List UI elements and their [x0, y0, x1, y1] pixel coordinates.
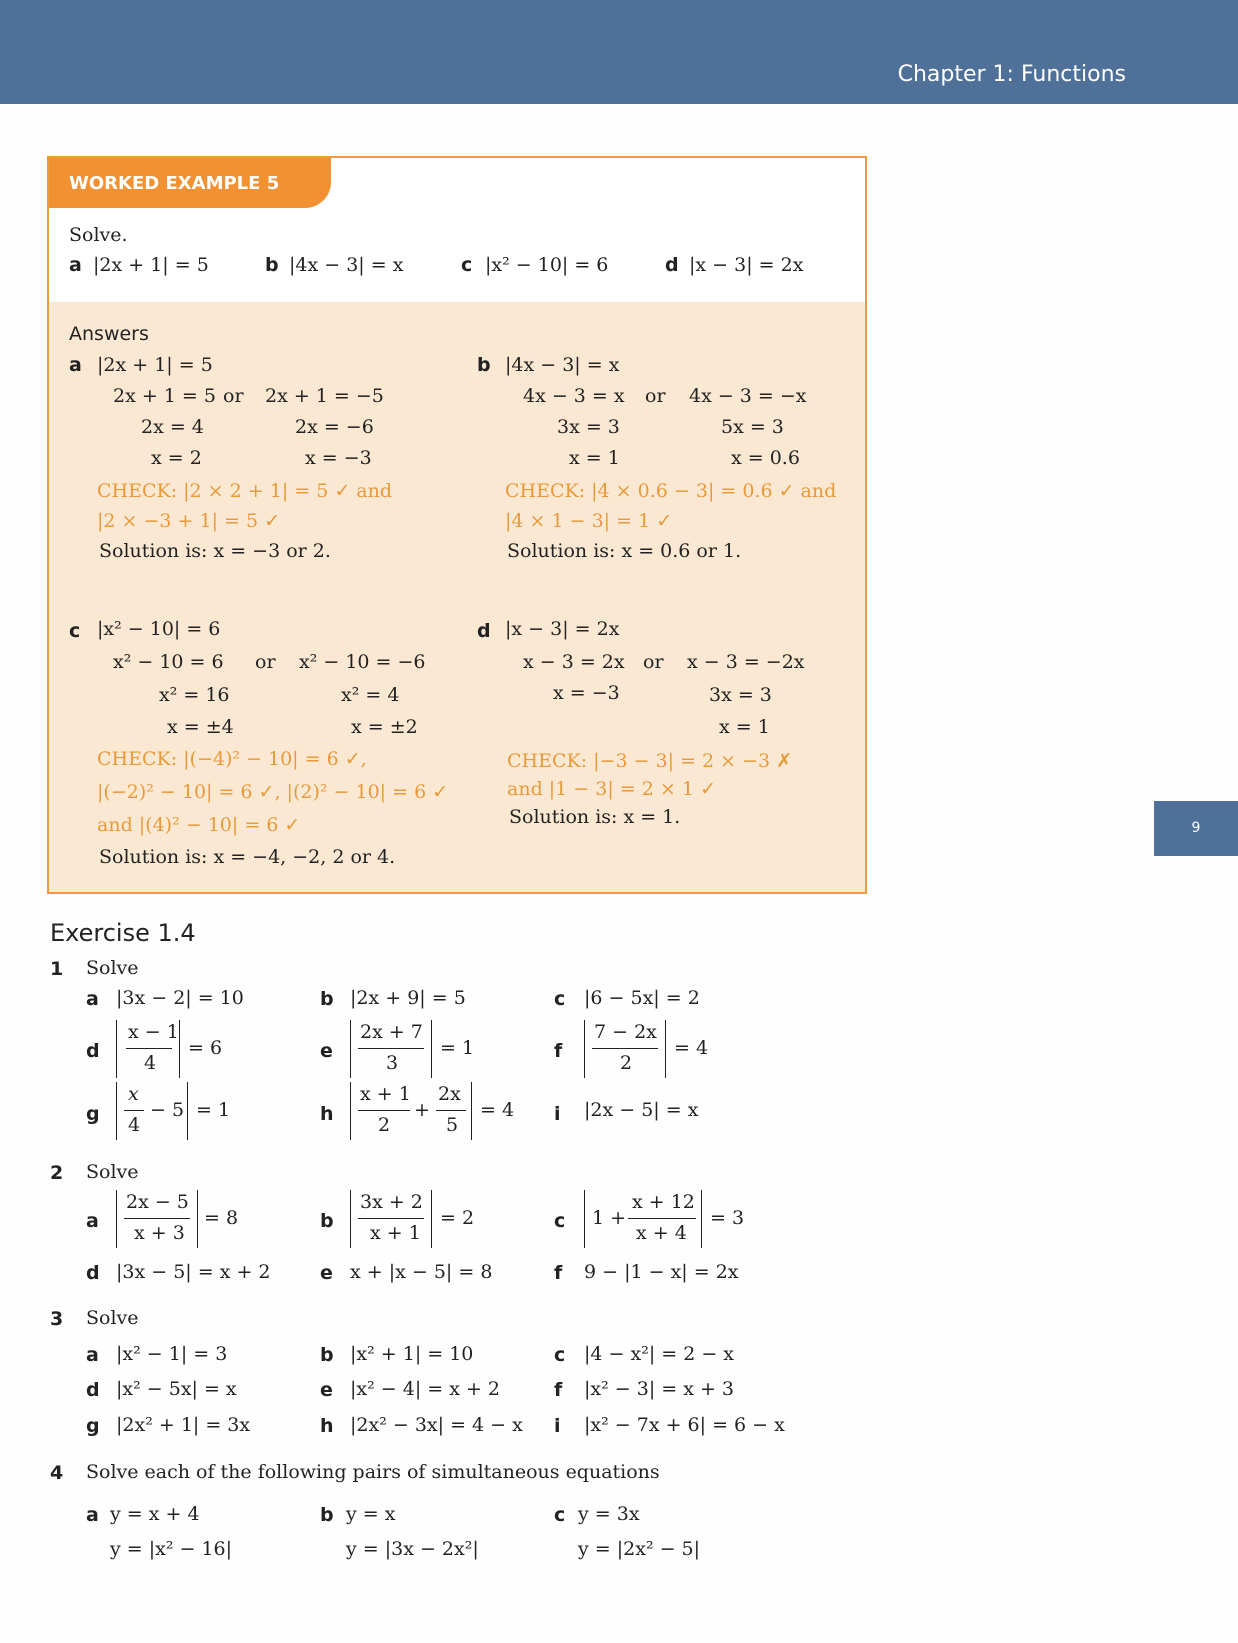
answer-b-left-1: 4x − 3 = x — [523, 385, 625, 407]
part-letter: c — [69, 620, 81, 642]
answer-c-left-3: x = ±4 — [167, 716, 234, 738]
answer-c-head: |x² − 10| = 6 — [97, 618, 221, 640]
question-prompt: Solve — [86, 957, 139, 979]
q2-b-rhs: = 2 — [440, 1207, 475, 1229]
part-letter: b — [320, 1210, 334, 1232]
q2-c-denominator: x + 4 — [636, 1222, 687, 1244]
q1-g-numerator: x — [128, 1083, 139, 1105]
answer-c-check-1: CHECK: |(−4)² − 10| = 6 ✓, — [97, 748, 367, 770]
part-letter: b — [477, 354, 491, 376]
q2-a-numerator: 2x − 5 — [126, 1191, 189, 1213]
answer-a-left-1: 2x + 1 = 5 — [113, 385, 216, 407]
q1-h-plus: + — [414, 1099, 430, 1121]
answer-d-left-1: x − 3 = 2x — [523, 651, 625, 673]
answer-c-solution: Solution is: x = −4, −2, 2 or 4. — [99, 846, 396, 868]
answer-a-check-2: |2 × −3 + 1| = 5 ✓ — [97, 510, 281, 532]
part-letter: a — [86, 1344, 99, 1366]
part-letter: g — [86, 1103, 100, 1125]
part-letter: i — [554, 1103, 561, 1125]
fraction-bar — [358, 1110, 410, 1111]
q1-i: |2x − 5| = x — [584, 1099, 699, 1121]
part-letter: i — [554, 1415, 561, 1437]
q1-h-numerator-2: 2x — [438, 1083, 461, 1105]
q1-h-rhs: = 4 — [480, 1099, 515, 1121]
chapter-title: Chapter 1: Functions — [897, 62, 1126, 87]
q2-c-numerator: x + 12 — [632, 1191, 695, 1213]
answer-c-right-2: x² = 4 — [341, 684, 400, 706]
q3-g: |2x² + 1| = 3x — [116, 1414, 251, 1436]
part-letter: b — [320, 1504, 334, 1526]
q2-c-pre: 1 + — [592, 1207, 627, 1229]
part-letter: f — [554, 1379, 563, 1401]
answer-b-right-2: 5x = 3 — [721, 416, 784, 438]
part-letter: a — [86, 988, 99, 1010]
answer-b-head: |4x − 3| = x — [505, 354, 620, 376]
q1-e-numerator: 2x + 7 — [360, 1021, 423, 1043]
q2-e: x + |x − 5| = 8 — [350, 1261, 493, 1283]
q1-f-denominator: 2 — [620, 1052, 633, 1074]
part-letter: h — [320, 1415, 334, 1437]
q3-i: |x² − 7x + 6| = 6 − x — [584, 1414, 785, 1436]
part-letter: e — [320, 1040, 333, 1062]
question-number: 2 — [50, 1162, 64, 1184]
question-text: |2x + 1| = 5 — [93, 254, 209, 276]
q1-d-numerator: x − 1 — [128, 1021, 179, 1043]
question-letter: c — [461, 254, 473, 276]
q1-d-rhs: = 6 — [188, 1037, 223, 1059]
answer-a-right-2: 2x = −6 — [295, 416, 374, 438]
answer-d-solution: Solution is: x = 1. — [509, 806, 681, 828]
part-letter: d — [86, 1262, 100, 1284]
question-letter: b — [265, 254, 279, 276]
q3-e: |x² − 4| = x + 2 — [350, 1378, 501, 1400]
q1-f-numerator: 7 − 2x — [594, 1021, 657, 1043]
or-text: or — [645, 385, 666, 407]
q4-a-line-2: y = |x² − 16| — [110, 1538, 233, 1560]
part-letter: f — [554, 1040, 563, 1062]
fraction-bar — [436, 1110, 466, 1111]
part-letter: c — [554, 988, 566, 1010]
answer-b-right-3: x = 0.6 — [731, 447, 800, 469]
q1-h-numerator-1: x + 1 — [360, 1083, 411, 1105]
part-letter: b — [320, 988, 334, 1010]
fraction-bar — [126, 1048, 172, 1049]
answers-label: Answers — [69, 323, 149, 345]
part-letter: c — [554, 1344, 566, 1366]
or-text: or — [643, 651, 664, 673]
question-prompt: Solve — [86, 1307, 139, 1329]
q1-d-denominator: 4 — [144, 1052, 157, 1074]
q1-g-denominator: 4 — [128, 1114, 141, 1136]
q2-b-numerator: 3x + 2 — [360, 1191, 423, 1213]
or-text: or — [255, 651, 276, 673]
answer-d-check-1: CHECK: |−3 − 3| = 2 × −3 ✗ — [507, 750, 793, 772]
question-letter: a — [69, 254, 82, 276]
q2-a-denominator: x + 3 — [134, 1222, 185, 1244]
q1-c: |6 − 5x| = 2 — [584, 987, 700, 1009]
q2-d: |3x − 5| = x + 2 — [116, 1261, 271, 1283]
part-letter: e — [320, 1262, 333, 1284]
answer-b-right-1: 4x − 3 = −x — [689, 385, 807, 407]
question-text: |4x − 3| = x — [289, 254, 404, 276]
part-letter: d — [477, 620, 491, 642]
answer-a-head: |2x + 1| = 5 — [97, 354, 213, 376]
part-letter: f — [554, 1262, 563, 1284]
answer-a-right-1: 2x + 1 = −5 — [265, 385, 384, 407]
q1-h-denominator-1: 2 — [378, 1114, 391, 1136]
answer-d-right-3: x = 1 — [719, 716, 770, 738]
fraction-bar — [628, 1218, 696, 1219]
q1-e-denominator: 3 — [386, 1052, 399, 1074]
answer-b-check-1: CHECK: |4 × 0.6 − 3| = 0.6 ✓ and — [505, 480, 837, 502]
q3-d: |x² − 5x| = x — [116, 1378, 237, 1400]
q3-b: |x² + 1| = 10 — [350, 1343, 474, 1365]
part-letter: d — [86, 1379, 100, 1401]
q1-g-mid: − 5 — [150, 1099, 185, 1121]
part-letter: e — [320, 1379, 333, 1401]
answer-c-right-3: x = ±2 — [351, 716, 418, 738]
answer-c-check-2: |(−2)² − 10| = 6 ✓, |(2)² − 10| = 6 ✓ — [97, 781, 449, 803]
answer-c-check-3: and |(4)² − 10| = 6 ✓ — [97, 814, 301, 836]
part-letter: a — [86, 1504, 99, 1526]
part-letter: a — [69, 354, 82, 376]
answer-d-check-2: and |1 − 3| = 2 × 1 ✓ — [507, 778, 716, 800]
answer-c-left-2: x² = 16 — [159, 684, 230, 706]
question-number: 4 — [50, 1462, 64, 1484]
q1-f-rhs: = 4 — [674, 1037, 709, 1059]
answer-b-check-2: |4 × 1 − 3| = 1 ✓ — [505, 510, 673, 532]
fraction-bar — [124, 1110, 144, 1111]
worked-example-title: WORKED EXAMPLE 5 — [49, 158, 331, 208]
part-letter: b — [320, 1344, 334, 1366]
q4-b-line-1: y = x — [346, 1503, 396, 1525]
fraction-bar — [592, 1048, 658, 1049]
q2-f: 9 − |1 − x| = 2x — [584, 1261, 739, 1283]
q3-a: |x² − 1| = 3 — [116, 1343, 228, 1365]
part-letter: g — [86, 1415, 100, 1437]
question-prompt: Solve each of the following pairs of simultaneous equations — [86, 1461, 660, 1483]
q4-a-line-1: y = x + 4 — [110, 1503, 200, 1525]
part-letter: a — [86, 1210, 99, 1232]
answer-d-head: |x − 3| = 2x — [505, 618, 620, 640]
fraction-bar — [358, 1218, 424, 1219]
answer-b-left-2: 3x = 3 — [557, 416, 620, 438]
q2-a-rhs: = 8 — [204, 1207, 239, 1229]
question-number: 3 — [50, 1308, 64, 1330]
prompt-text: Solve. — [69, 224, 128, 246]
answer-b-left-3: x = 1 — [569, 447, 620, 469]
part-letter: h — [320, 1103, 334, 1125]
answer-b-solution: Solution is: x = 0.6 or 1. — [507, 540, 742, 562]
q2-c-rhs: = 3 — [710, 1207, 745, 1229]
page-number-tab: 9 — [1154, 801, 1238, 856]
answer-a-check-1: CHECK: |2 × 2 + 1| = 5 ✓ and — [97, 480, 393, 502]
part-letter: c — [554, 1504, 566, 1526]
q1-a: |3x − 2| = 10 — [116, 987, 244, 1009]
question-letter: d — [665, 254, 679, 276]
q2-b-denominator: x + 1 — [370, 1222, 421, 1244]
fraction-bar — [358, 1048, 424, 1049]
answer-d-right-2: 3x = 3 — [709, 684, 772, 706]
q3-f: |x² − 3| = x + 3 — [584, 1378, 735, 1400]
answer-a-left-2: 2x = 4 — [141, 416, 204, 438]
answer-a-right-3: x = −3 — [305, 447, 372, 469]
answer-c-right-1: x² − 10 = −6 — [299, 651, 426, 673]
answer-d-right-1: x − 3 = −2x — [687, 651, 805, 673]
answer-d-left-2: x = −3 — [553, 682, 620, 704]
chapter-header-bar — [0, 0, 1238, 104]
worked-example-box — [47, 156, 867, 894]
q4-b-line-2: y = |3x − 2x²| — [346, 1538, 479, 1560]
or-text: or — [223, 385, 244, 407]
q1-b: |2x + 9| = 5 — [350, 987, 466, 1009]
question-text: |x − 3| = 2x — [689, 254, 804, 276]
q4-c-line-1: y = 3x — [578, 1503, 640, 1525]
question-text: |x² − 10| = 6 — [485, 254, 609, 276]
question-number: 1 — [50, 958, 64, 980]
q3-h: |2x² − 3x| = 4 − x — [350, 1414, 523, 1436]
part-letter: c — [554, 1210, 566, 1232]
answer-a-solution: Solution is: x = −3 or 2. — [99, 540, 331, 562]
q1-e-rhs: = 1 — [440, 1037, 475, 1059]
answer-a-left-3: x = 2 — [151, 447, 202, 469]
q1-g-rhs: = 1 — [196, 1099, 231, 1121]
q1-h-denominator-2: 5 — [446, 1114, 459, 1136]
part-letter: d — [86, 1040, 100, 1062]
fraction-bar — [124, 1218, 190, 1219]
answer-c-left-1: x² − 10 = 6 — [113, 651, 224, 673]
question-prompt: Solve — [86, 1161, 139, 1183]
q4-c-line-2: y = |2x² − 5| — [578, 1538, 701, 1560]
q3-c: |4 − x²| = 2 − x — [584, 1343, 735, 1365]
exercise-title: Exercise 1.4 — [50, 919, 196, 947]
